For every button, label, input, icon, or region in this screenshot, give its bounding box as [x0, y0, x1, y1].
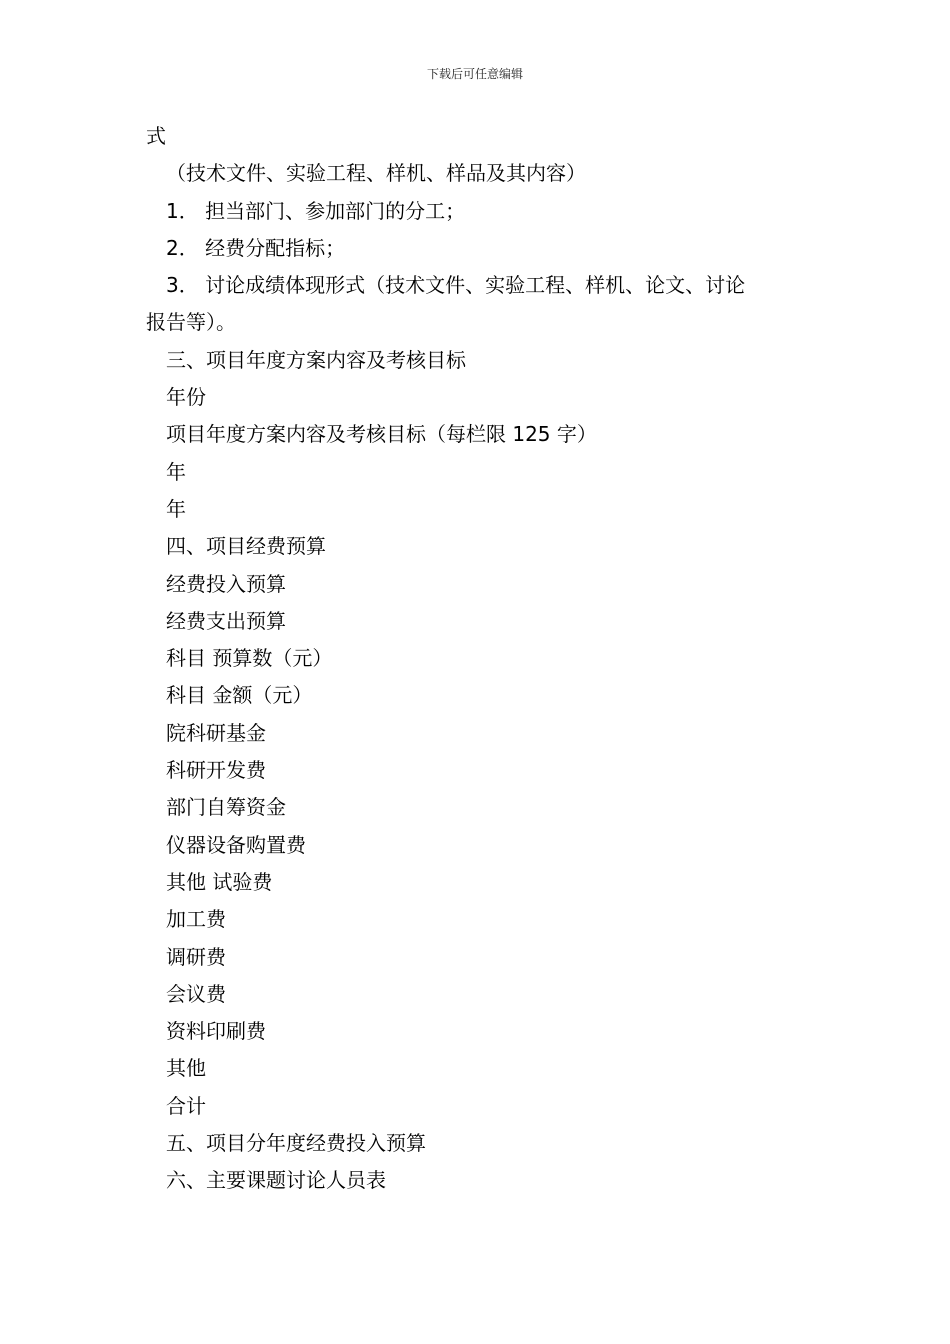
- text-line: 院科研基金: [166, 720, 266, 745]
- text-line: 资料印刷费: [166, 1019, 266, 1044]
- text-line: 科目 金额（元）: [166, 683, 313, 708]
- text-line: 年: [166, 496, 186, 521]
- text-line: 经费投入预算: [166, 571, 286, 596]
- text-line: 部门自筹资金: [166, 795, 286, 820]
- list-item: 1． 担当部门、参加部门的分工；: [166, 198, 466, 223]
- text-line: 式: [146, 124, 166, 148]
- text-line: （技术文件、实验工程、样机、样品及其内容）: [166, 161, 586, 186]
- text-line: 其他 试验费: [166, 869, 273, 894]
- text-line: 科研开发费: [166, 758, 266, 783]
- list-item: 3． 讨论成绩体现形式（技术文件、实验工程、样机、论文、讨论: [166, 273, 746, 298]
- page-header: 下载后可任意编辑: [426, 67, 523, 81]
- text-line: 其他: [166, 1056, 206, 1081]
- text-line: 仪器设备购置费: [166, 832, 306, 857]
- text-line: 年: [166, 459, 186, 484]
- section-heading: 四、项目经费预算: [166, 534, 326, 559]
- text-line: 调研费: [166, 944, 226, 969]
- text-line: 合计: [166, 1093, 206, 1118]
- document-body: [146, 118, 816, 1200]
- text-line: 经费支出预算: [166, 608, 286, 633]
- section-heading: 五、项目分年度经费投入预算: [166, 1131, 426, 1156]
- text-line: 项目年度方案内容及考核目标（每栏限 125 字）: [166, 422, 597, 447]
- list-item: 2． 经费分配指标；: [166, 235, 346, 260]
- section-heading: 六、主要课题讨论人员表: [166, 1168, 386, 1193]
- text-line: 会议费: [166, 981, 226, 1006]
- section-heading: 三、项目年度方案内容及考核目标: [166, 347, 466, 372]
- text-line: 加工费: [166, 907, 226, 932]
- text-line: 年份: [166, 385, 206, 410]
- text-line: 科目 预算数（元）: [166, 646, 333, 671]
- text-line: 报告等）。: [146, 310, 236, 335]
